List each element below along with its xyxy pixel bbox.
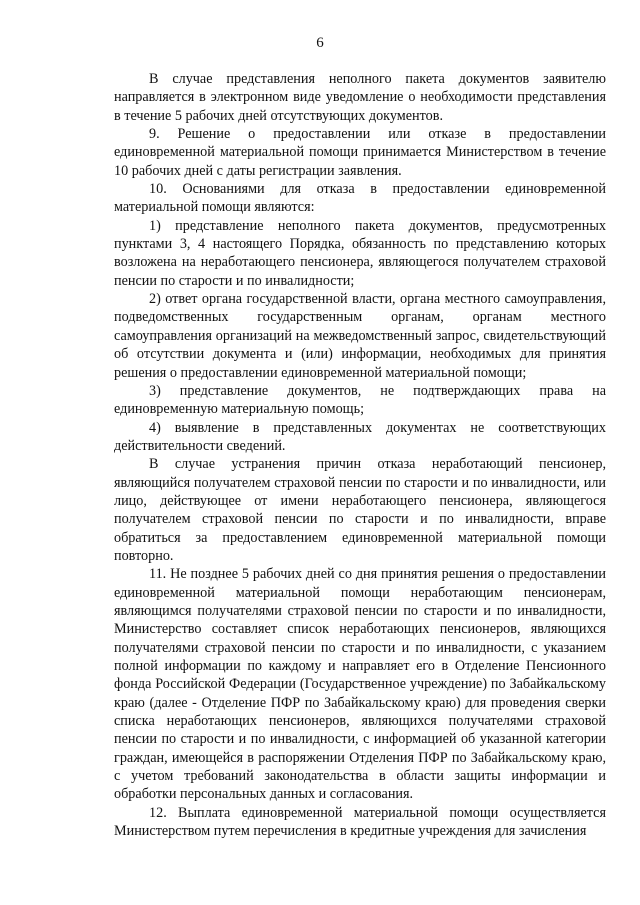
page-number: 6 [316, 35, 324, 51]
paragraph-item-9-decision: 9. Решение о предоставлении или отказе в предоставлении единовременной материальной помощи принимается Министерством в течение 10 рабочих дней с даты регистрации заявления. [114, 126, 606, 179]
paragraph-refusal-ground-1: 1) представление неполного пакета документов, предусмотренных пунктами 3, 4 настоящего Порядка, обязанность по представлению которых возложена на неработающего пенсионера, являющегося получателем страховой пенсии по старости и по инвалидности; [114, 217, 606, 289]
document-body [114, 70, 606, 840]
paragraph-refusal-ground-2: 2) ответ органа государственной власти, органа местного самоуправления, подведомственных государственным органам, органам местного самоуправления организаций на межведомственный запрос, свидетельствующий об отсутствии документа и (или) информации, необходимых для принятия решения о предоставлении единовременной материальной помощи; [114, 291, 606, 381]
paragraph-refusal-ground-4: 4) выявление в представленных документах не соответствующих действительности сведений. [114, 419, 606, 454]
paragraph-item-11-list-verification: 11. Не позднее 5 рабочих дней со дня принятия решения о предоставлении единовременной материальной помощи неработающим пенсионерам, являющимся получателями страховой пенсии по старости и по инвалидности, Министерство составляет список неработающих пенсионеров, являющихся получателями страховой пенсии по старости и по инвалидности, с указанием полной информации по каждому и направляет его в Отделение Пенсионного фонда Российской Федерации (Государственное учреждение) по Забайкальскому краю (далее - Отделение ПФР по Забайкальскому краю) для проведения сверки списка неработающих пенсионеров, являющихся получателями страховой пенсии по старости и по инвалидности, с информацией об указанной категории граждан, имеющейся в распоряжении Отделения ПФР по Забайкальскому краю, с учетом требований законодательства в области защиты информации и обработки персональных данных и согласования. [114, 566, 606, 803]
paragraph-item-10-refusal-grounds: 10. Основаниями для отказа в предоставлении единовременной материальной помощи являются: [114, 181, 606, 216]
paragraph-incomplete-documents-notice: В случае представления неполного пакета документов заявителю направляется в электронном виде уведомление о необходимости представления в течение 5 рабочих дней отсутствующих документов. [114, 71, 606, 124]
paragraph-item-12-payment: 12. Выплата единовременной материальной помощи осуществляется Министерством путем перечисления в кредитные учреждения для зачисления [114, 804, 606, 840]
paragraph-reapplication: В случае устранения причин отказа неработающий пенсионер, являющийся получателем страховой пенсии по старости и по инвалидности, или лицо, действующее от имени неработающего пенсионера, являющегося получателем страховой пенсии по старости и по инвалидности, вправе обратиться за предоставлением единовременной материальной помощи повторно. [114, 456, 606, 564]
paragraph-refusal-ground-3: 3) представление документов, не подтверждающих права на единовременную материальную помощь; [114, 382, 606, 418]
